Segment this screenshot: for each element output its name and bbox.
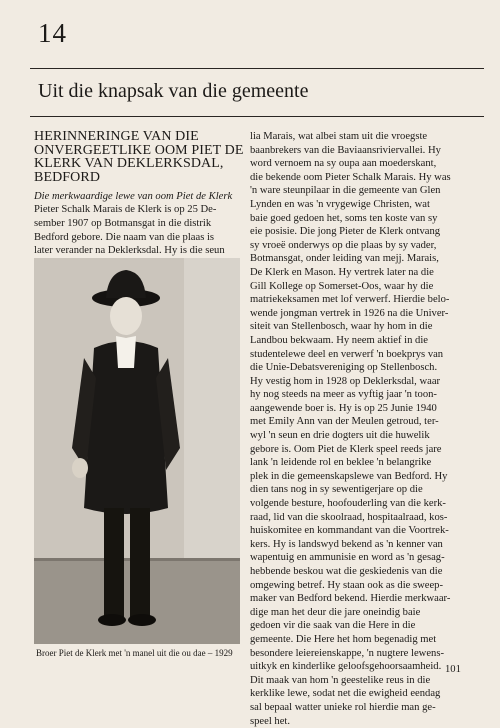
text-line: word vernoem na sy oupa aan moederskant,: [250, 158, 437, 170]
text-line: Lynden en was 'n vrygewige Christen, wat: [250, 198, 430, 210]
text-line: omgewing betref. Hy staan ook as die sweep-: [250, 579, 443, 591]
text-line: wende jongman vertrek in 1926 na die Univer-: [250, 307, 449, 319]
section-title: Uit die knapsak van die gemeente: [38, 80, 309, 102]
top-rule: [30, 68, 484, 69]
right-column: [250, 130, 471, 728]
right-body-text: [250, 130, 471, 728]
text-line: huiskomitee en kommandant van die Voortrek-: [250, 525, 449, 537]
text-line: Hy vestig hom in 1928 op Deklerksdal, waar: [250, 375, 441, 387]
text-line: lia Marais, wat albei stam uit die vroegste: [250, 131, 428, 142]
text-line: Landbou bekwaam. Hy neem aktief in die: [250, 334, 428, 346]
text-line: sal bepaal watter unieke rol hierdie man ge-: [250, 701, 436, 713]
chapter-number: 14: [38, 18, 67, 48]
heading-line: BEDFORD: [34, 169, 101, 185]
article-heading: [34, 130, 243, 184]
text-line: siteit van Stellenbosch, waar hy hom in die: [250, 321, 433, 333]
text-line: Gill Kollege op Somerset-Oos, waar hy die: [250, 280, 434, 292]
article-subtitle: Die merkwaardige lewe van oom Piet de Klerk: [34, 191, 233, 203]
page-number: 101: [445, 664, 461, 675]
text-line: speel het.: [250, 715, 291, 727]
text-line: wapentuig en ammunisie en word as 'n gesag-: [250, 552, 445, 564]
text-line: plek in die gemeenskapslewe van Bedford. Hy: [250, 470, 448, 482]
text-line: Dit maak van hom 'n geestelike reus in die: [250, 674, 431, 686]
text-line: maker van Bedford bekend. Hierdie merkwaar-: [250, 593, 451, 605]
text-line: matriekeksamen met lof verwerf. Hierdie belo-: [250, 294, 450, 306]
text-line: hebbende beskou wat die geskiedenis van die: [250, 566, 443, 577]
heading-line: ONVERGEETLIKE OOM PIET DE: [34, 142, 244, 158]
text-line: baie goed gedoen het, soms ten koste van sy: [250, 212, 438, 224]
text-line: dien tans nog in sy sewentigerjare op die: [250, 484, 423, 496]
text-line: met Emily Ann van der Meulen getroud, ter-: [250, 416, 439, 428]
text-line: aangewende boer is. Hy is op 25 Junie 1940: [250, 402, 437, 414]
text-line: volgende besture, hoofouderling van die kerk-: [250, 498, 446, 510]
text-line: dige man het deur die jare oneindig baie: [250, 606, 421, 618]
text-line: De Klerk en Mason. Hy vertrek later na die: [250, 266, 434, 278]
portrait-photo: [34, 258, 240, 644]
text-line: studentelewe deel en verwerf 'n boekprys van: [250, 348, 444, 360]
text-line: Pieter Schalk Marais de Klerk is op 25 De-: [34, 204, 217, 216]
heading-line: KLERK VAN DEKLERKSDAL,: [34, 156, 224, 172]
text-line: 'n ware steunpilaar in die gemeente van Glen: [250, 185, 441, 197]
text-line: baanbrekers van die Baviaansriviervallei. Hy: [250, 144, 441, 156]
text-line: gebore is. Oom Piet de Klerk speel reeds jare: [250, 443, 442, 455]
text-line: eie posisie. Die jong Pieter de Klerk ontvang: [250, 226, 441, 238]
text-line: lank 'n leidende rol en beklee 'n belangrike: [250, 457, 432, 469]
text-line: die bekende oom Pieter Schalk Marais. Hy was: [250, 171, 451, 183]
text-line: kerklike lewe, sodat net die ewigheid eendag: [250, 688, 441, 700]
text-line: gedoen vir die saak van die Here in die: [250, 620, 416, 632]
photo-caption: Broer Piet de Klerk met 'n manel uit die ou dae – 1929: [36, 648, 233, 658]
text-line: hy nog steeds na meer as vyftig jaar 'n toon-: [250, 389, 437, 401]
man-in-coat-figure: [34, 258, 240, 644]
text-line: kers. Hy is landswyd bekend as 'n kenner van: [250, 538, 443, 550]
text-line: raad, lid van die skoolraad, hospitaalraad, kos-: [250, 511, 448, 523]
text-line: Botmansgat, onder leiding van mejj. Marais,: [250, 253, 439, 265]
heading-line: HERINNERINGE VAN DIE: [34, 129, 199, 144]
text-line: wyl 'n seun en drie dogters uit die huwelik: [250, 430, 430, 442]
text-line: sember 1907 op Botmansgat in die distrik: [34, 217, 212, 229]
text-line: die Unie-Debatsvereniging op Stellenbosch.: [250, 362, 438, 374]
text-line: besondere leiereienskappe, 'n nugtere lewens-: [250, 647, 444, 659]
text-line: later verander na Deklerksdal. Hy is die seun: [34, 245, 225, 257]
text-line: uitkyk en kinderlike geloofsgehoorsaamheid.: [250, 661, 442, 673]
left-column: [34, 130, 243, 271]
text-line: sy vroeë onderwys op die plaas by sy vader,: [250, 239, 437, 251]
text-line: gemeente. Die Here het hom begenadig met: [250, 633, 437, 645]
text-line: Bedford gebore. Die naam van die plaas is: [34, 231, 215, 243]
section-rule: [30, 116, 484, 117]
